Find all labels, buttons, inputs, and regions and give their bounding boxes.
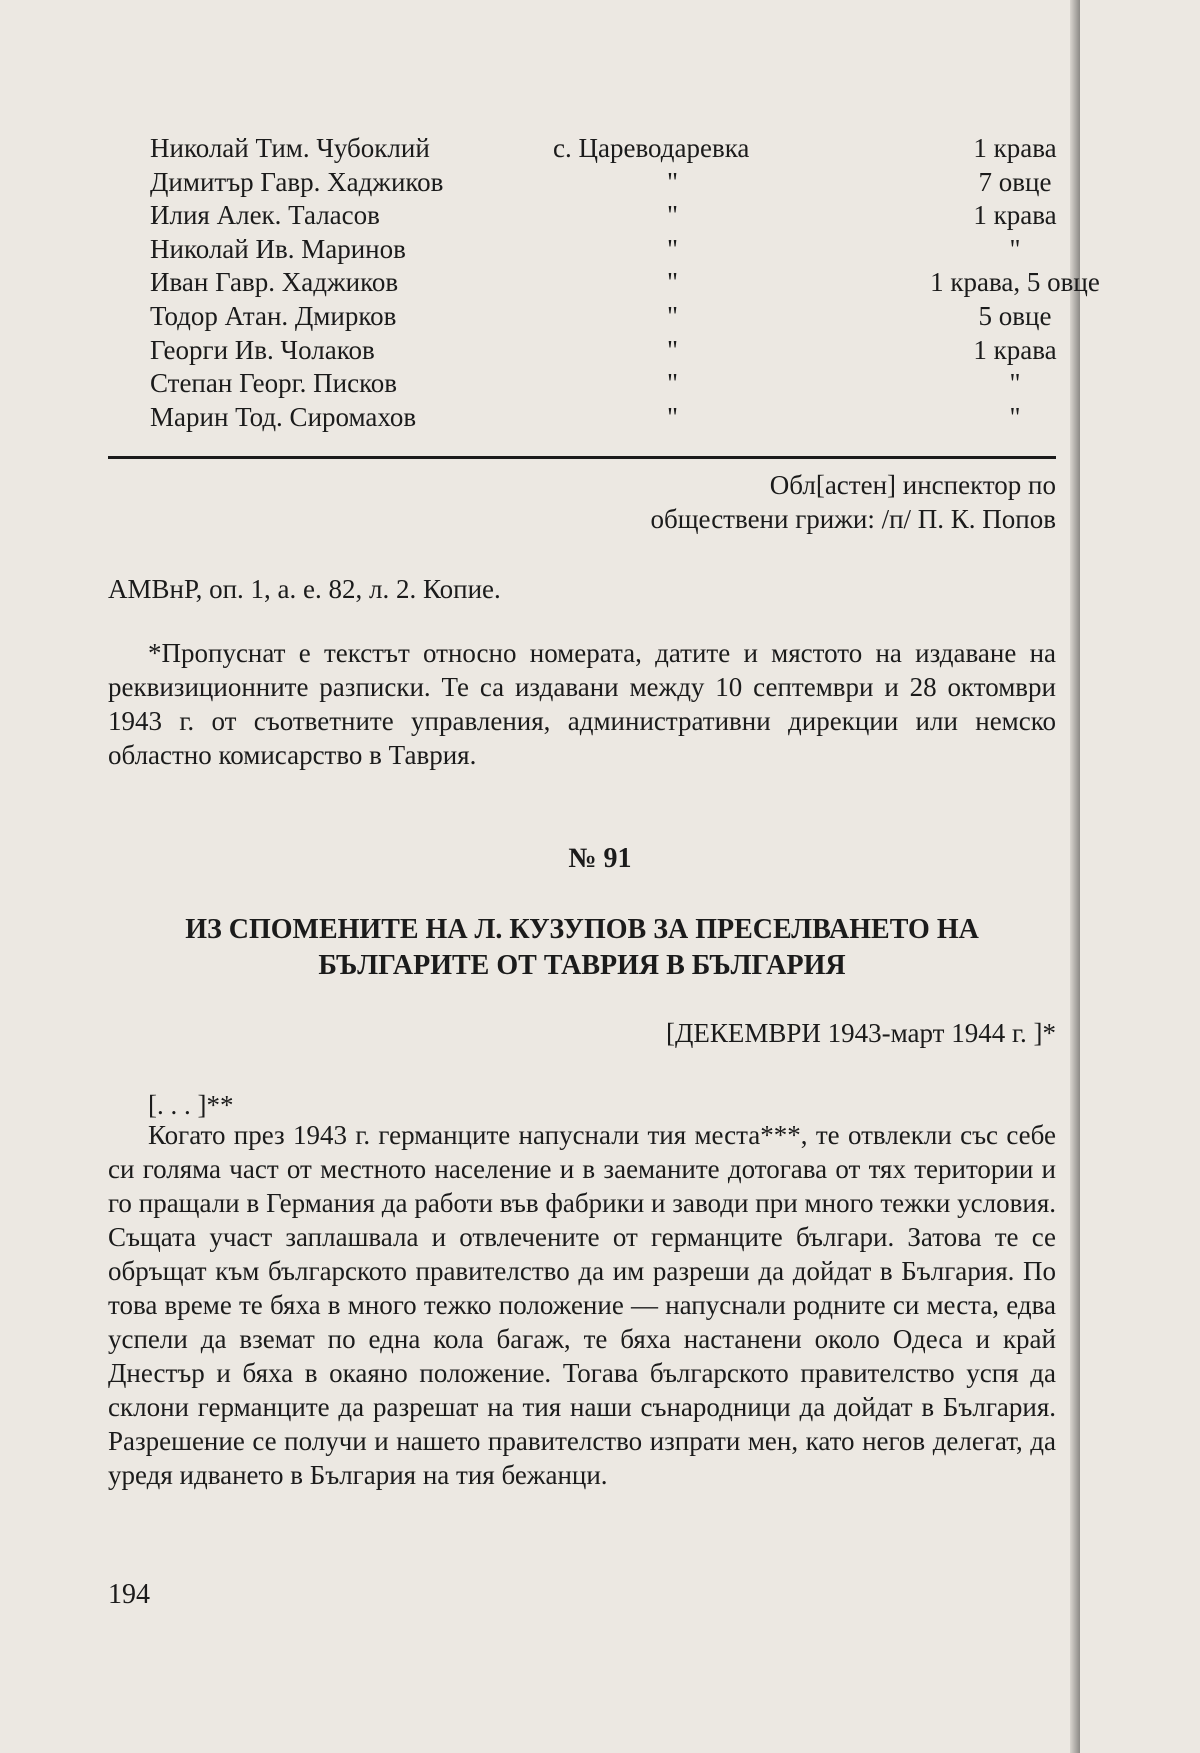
village-ditto: " <box>667 300 679 331</box>
table-row <box>150 166 1060 200</box>
animals-taken: 1 крава <box>973 133 1057 163</box>
document-number: № 91 <box>568 843 632 874</box>
table-row <box>150 233 1060 267</box>
table-row <box>150 132 1060 166</box>
person-name: Иван Гавр. Хаджиков <box>150 267 399 298</box>
person-name: Георги Ив. Чолаков <box>150 334 375 365</box>
animals-taken: 7 овце <box>978 166 1052 197</box>
document-number-wrapper <box>0 842 1200 876</box>
person-name: Степан Георг. Писков <box>150 368 398 399</box>
document-title <box>108 912 1056 984</box>
document-title-line-1: ИЗ СПОМЕНИТЕ НА Л. КУЗУПОВ ЗА ПРЕСЕЛВАНЕТО НА <box>185 914 979 945</box>
table-row <box>150 367 1060 401</box>
person-name: Николай Тим. Чубоклий <box>150 133 430 163</box>
person-name: Димитър Гавр. Хаджиков <box>150 166 444 197</box>
village-name: с. Цареводаревка <box>553 133 750 163</box>
animals-taken: 1 крава <box>973 200 1057 231</box>
table-row <box>150 300 1060 334</box>
omission-mark: [. . . ]** <box>148 1090 234 1120</box>
table-row <box>150 334 1060 368</box>
animals-taken: " <box>1009 401 1021 432</box>
person-name: Тодор Атан. Дмирков <box>150 300 397 331</box>
animals-taken: 1 крава, 5 овце <box>930 267 1100 298</box>
village-ditto: " <box>667 166 679 197</box>
body-paragraph: Когато през 1943 г. германците напуснали тия места***, те отвлекли със себе си голяма част от местното население и в заеманите дотогава от тях територии и го пращали в Германия да работи във фабрики и заводи при много тежки условия. Същата участ заплашвала и отвлечените от германците българи. Затова те се обръщат към българското правителство да им разреши да дойдат в България. По това време те бяха в много тежко положение — напуснали родните си места, едва успели да вземат по една кола багаж, те бяха настанени около Одеса и край Днестър и бяха в окаяно положение. Тогава българското правителство успя да склони германците да разрешат на тия наши сънародници да дойдат в България. Разрешение се получи и нашето правителство изпрати мен, като негов делегат, да уредя идването в България на тия бежанци. <box>108 1120 1056 1490</box>
requisition-table <box>150 132 1100 434</box>
document-title-line-2: БЪЛГАРИТЕ ОТ ТАВРИЯ В БЪЛГАРИЯ <box>318 950 846 981</box>
village-ditto: " <box>667 401 679 432</box>
animals-taken: 5 овце <box>978 300 1052 331</box>
signature-line-2: обществени грижи: /п/ П. К. Попов <box>650 504 1056 534</box>
person-name: Илия Алек. Таласов <box>150 200 380 231</box>
village-ditto: " <box>667 200 679 231</box>
animals-taken: " <box>1009 233 1021 264</box>
table-row <box>150 199 1060 233</box>
signature-line-1: Обл[астен] инспектор по <box>769 470 1056 500</box>
document-date: [ДЕКЕМВРИ 1943-март 1944 г. ]* <box>665 1018 1056 1048</box>
signature-block <box>416 468 1056 536</box>
table-row <box>150 266 1100 300</box>
footnote: *Пропуснат е текстът относно номерата, датите и мястото на издаване на реквизиционните разписки. Те са издавани между 10 септември и 28 октомври 1943 г. от съответните управления, административни дирекции или немско областно комисарство в Таврия. <box>108 638 1056 770</box>
person-name: Николай Ив. Маринов <box>150 233 406 264</box>
archive-reference: АМВнР, оп. 1, а. е. 82, л. 2. Копие. <box>108 574 501 604</box>
horizontal-rule <box>108 456 1056 459</box>
village-ditto: " <box>667 334 679 365</box>
page-number: 194 <box>108 1579 150 1610</box>
village-ditto: " <box>667 267 679 298</box>
animals-taken: " <box>1009 368 1021 399</box>
village-ditto: " <box>667 368 679 399</box>
person-name: Марин Тод. Сиромахов <box>150 401 417 432</box>
table-row <box>150 401 1060 435</box>
village-ditto: " <box>667 233 679 264</box>
animals-taken: 1 крава <box>973 334 1057 365</box>
